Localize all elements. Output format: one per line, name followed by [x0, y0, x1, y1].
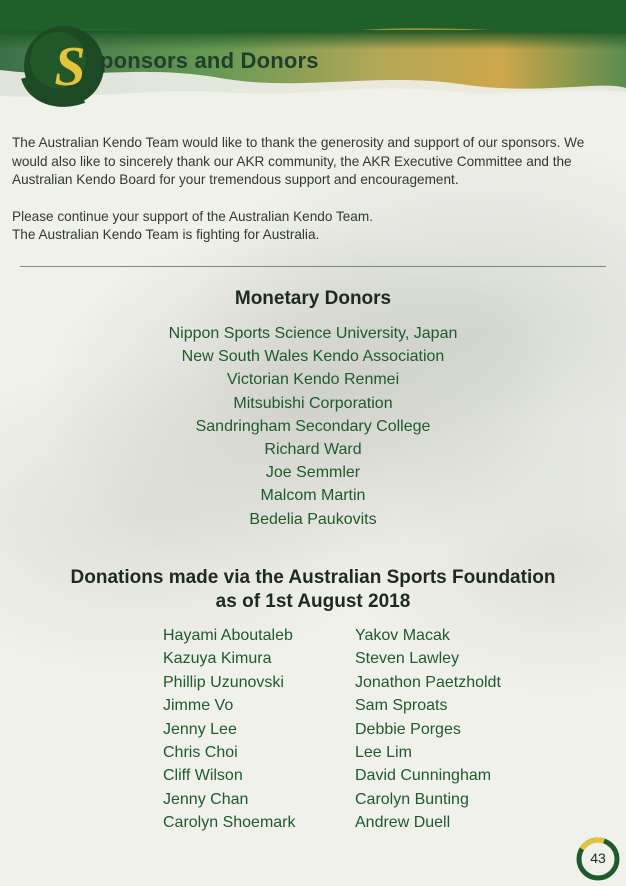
- donor-item: Victorian Kendo Renmei: [226, 371, 400, 389]
- asf-heading-line: Donations made via the Australian Sports Foundation: [70, 567, 556, 588]
- asf-donor-item: Jenny Chan: [163, 790, 249, 808]
- asf-donor-item: Yakov Macak: [355, 627, 450, 644]
- asf-donor-item: Carolyn Bunting: [355, 790, 469, 808]
- intro-line: Please continue your support of the Australian Kendo Team.: [12, 208, 373, 224]
- asf-donor-item: Jenny Lee: [163, 720, 237, 738]
- donor-item: Nippon Sports Science University, Japan: [168, 325, 458, 342]
- donor-item: Sandringham Secondary College: [195, 417, 431, 435]
- asf-donor-item: Jimme Vo: [163, 697, 234, 715]
- intro-paragraph: The Australian Kendo Team would like to thank the generosity and support of our sponsors. We would also like to sincerely thank our AKR community, the AKR Executive Committee and the Australian Kendo Board for your tremendous support and encouragement.: [12, 135, 585, 187]
- asf-donor-item: Kazuya Kimura: [163, 650, 272, 668]
- asf-donors-right-column: [355, 624, 501, 835]
- donor-item: New South Wales Kendo Association: [181, 348, 445, 366]
- asf-donations-heading: [0, 566, 626, 614]
- intro-line: The Australian Kendo Team is fighting for Australia.: [12, 227, 320, 242]
- donor-item: Malcom Martin: [260, 487, 366, 505]
- page-number: 43: [590, 850, 606, 866]
- donor-item: Bedelia Paukovits: [249, 510, 377, 528]
- page-title: ponsors and Donors: [100, 48, 319, 73]
- intro-text: [12, 134, 616, 245]
- donor-item: Joe Semmler: [265, 464, 361, 482]
- donor-item: Richard Ward: [264, 441, 362, 459]
- monetary-donors-heading: Monetary Donors: [234, 288, 392, 309]
- section-divider: [20, 266, 606, 267]
- donor-item: Mitsubishi Corporation: [233, 394, 393, 412]
- asf-donor-item: Chris Choi: [163, 744, 238, 762]
- asf-donor-item: Sam Sproats: [355, 697, 448, 715]
- asf-donor-item: Debbie Porges: [355, 720, 461, 738]
- asf-donor-item: Andrew Duell: [355, 814, 451, 832]
- asf-donor-item: Steven Lawley: [355, 650, 460, 668]
- asf-donor-item: Lee Lim: [355, 744, 412, 762]
- asf-donor-item: Carolyn Shoemark: [163, 814, 296, 832]
- monetary-donors-list: [0, 322, 626, 531]
- asf-donor-item: Phillip Uzunovski: [163, 673, 284, 691]
- asf-donor-item: Jonathon Paetzholdt: [355, 673, 501, 691]
- asf-heading-line: as of 1st August 2018: [215, 591, 411, 612]
- title-initial: S: [54, 36, 86, 98]
- asf-donors-left-column: [163, 624, 296, 835]
- asf-donor-item: Hayami Aboutaleb: [163, 627, 293, 644]
- asf-donor-item: David Cunningham: [355, 767, 492, 785]
- asf-donor-item: Cliff Wilson: [163, 767, 243, 785]
